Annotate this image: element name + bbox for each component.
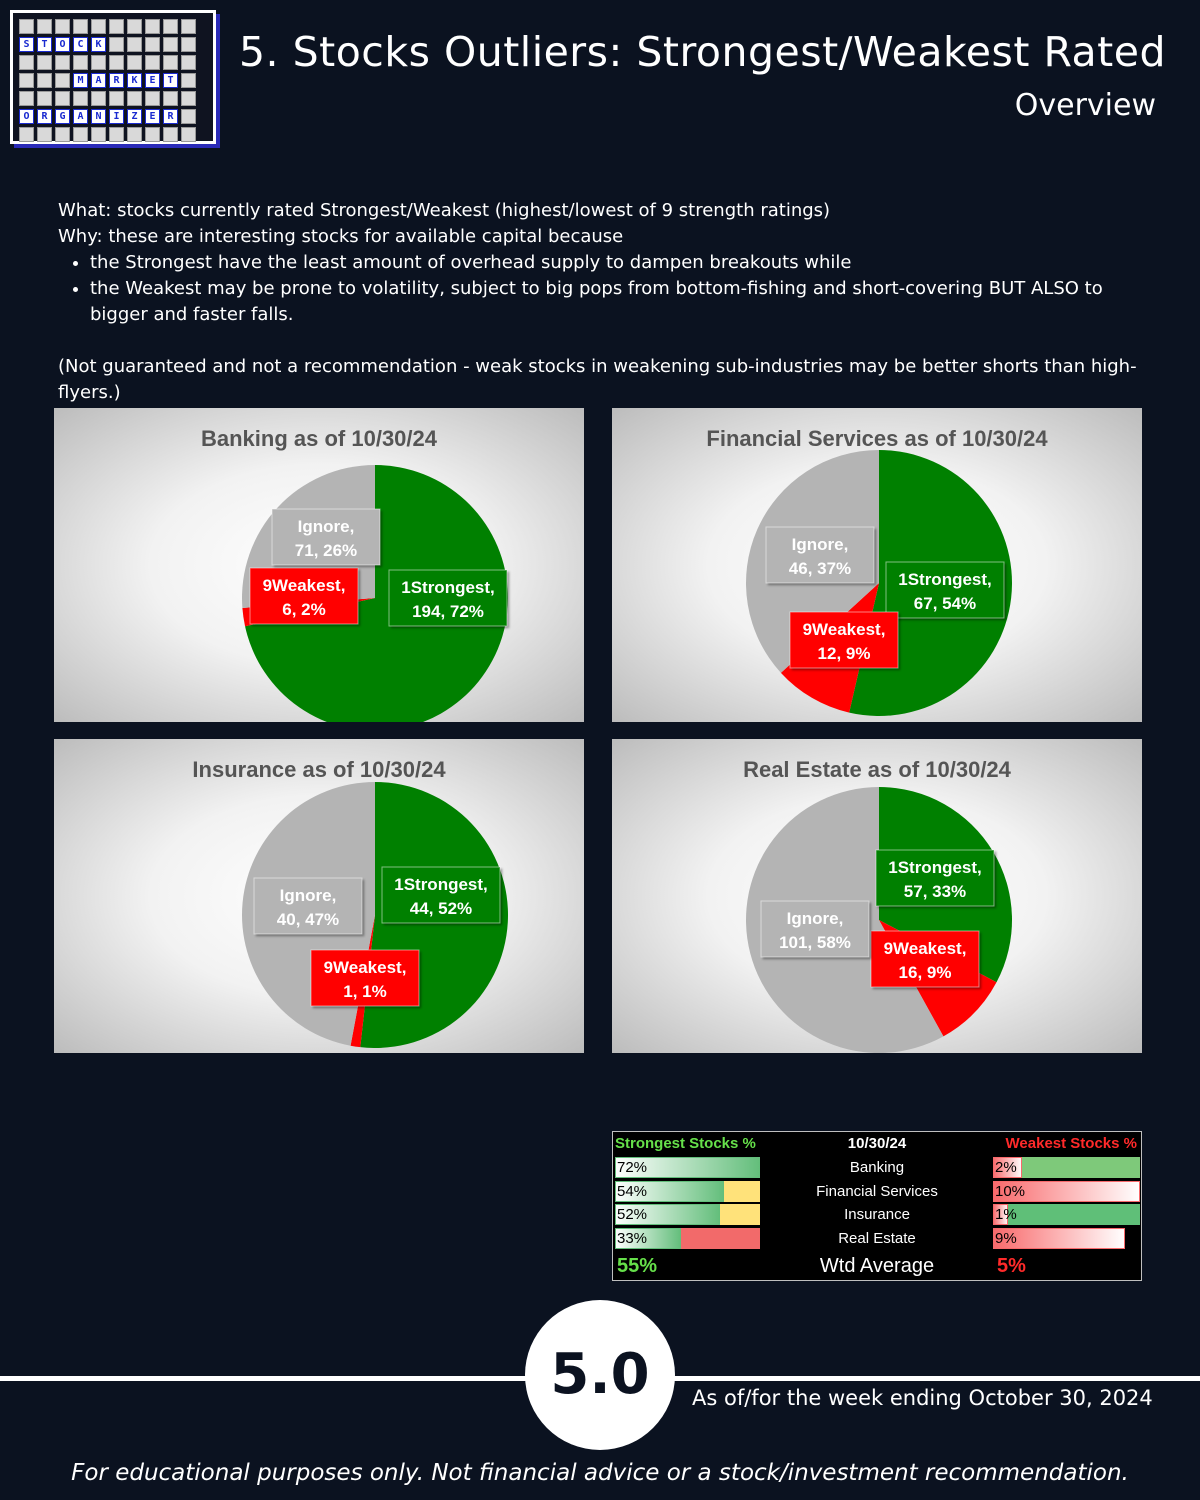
- pie-label-name: 1Strongest,: [888, 858, 982, 877]
- logo-cell: [37, 127, 52, 142]
- logo-row: [19, 19, 207, 34]
- logo-cell: [37, 73, 52, 88]
- logo-cell: [91, 55, 106, 70]
- pie-label-name: 1Strongest,: [394, 875, 488, 894]
- strongest-value: 72%: [617, 1159, 648, 1176]
- pie-label-name: 9Weakest,: [262, 576, 346, 595]
- logo-cell: [145, 37, 160, 52]
- intro-bullets: [58, 250, 1158, 328]
- logo-cell: [145, 127, 160, 142]
- logo-cell: [127, 91, 142, 106]
- pie-chart-real-estate-svg: [612, 739, 1142, 1053]
- weakest-value: 2%: [995, 1159, 1017, 1176]
- logo-cell: K: [91, 37, 106, 52]
- logo-cell: [181, 19, 196, 34]
- logo-cell: [181, 55, 196, 70]
- strongest-header: Strongest Stocks %: [615, 1135, 756, 1152]
- summary-row: [613, 1203, 1141, 1226]
- intro-bullet-strongest: • the Strongest have the least amount of overhead supply to dampen breakouts while: [90, 250, 1158, 276]
- pie-label-name: Ignore,: [786, 909, 844, 928]
- pie-label-value: 40, 47%: [276, 910, 340, 929]
- logo-cell: [181, 127, 196, 142]
- pie-label-1strongest: [382, 867, 500, 923]
- intro-bullet-weakest: • the Weakest may be prone to volatility, subject to big pops from bottom-fishing and short-covering BUT ALSO to bigger and faster falls.: [90, 276, 1158, 328]
- logo-cell: [37, 55, 52, 70]
- intro-note: (Not guaranteed and not a recommendation - weak stocks in weakening sub-industries may be better shorts than high-flyers.): [58, 356, 1137, 403]
- logo-cell: R: [109, 73, 124, 88]
- pie-label-value: 194, 72%: [412, 602, 484, 621]
- pie-label-value: 57, 33%: [903, 882, 967, 901]
- logo-cell: [73, 19, 88, 34]
- logo-cell: [181, 91, 196, 106]
- logo-cell: [37, 91, 52, 106]
- logo-cell: A: [91, 73, 106, 88]
- pie-title: Banking as of 10/30/24: [201, 426, 437, 451]
- pie-label-name: 9Weakest,: [883, 939, 967, 958]
- intro-why: Why: these are interesting stocks for available capital because: [58, 226, 624, 247]
- summary-row: [613, 1156, 1141, 1179]
- logo-cell: [181, 73, 196, 88]
- stock-market-organizer-logo: [10, 10, 216, 144]
- strongest-cell: [615, 1204, 760, 1225]
- weakest-cell: [993, 1228, 1140, 1249]
- pie-label-name: 9Weakest,: [802, 620, 886, 639]
- logo-cell: O: [55, 37, 70, 52]
- logo-cell: [19, 55, 34, 70]
- disclaimer-text: For educational purposes only. Not financial advice or a stock/investment recommendation.: [71, 1460, 1129, 1486]
- pie-label-value: 71, 26%: [294, 541, 358, 560]
- strongest-cell: [615, 1228, 760, 1249]
- logo-cell: R: [37, 109, 52, 124]
- pie-label-value: 16, 9%: [898, 963, 952, 982]
- pie-label-9weakest: [871, 931, 979, 987]
- logo-cell: [181, 109, 196, 124]
- pie-label-ignore: [761, 901, 869, 957]
- logo-cell: [127, 37, 142, 52]
- pie-label-name: Ignore,: [279, 886, 337, 905]
- pie-label-9weakest: [311, 950, 419, 1006]
- pie-label-1strongest: [876, 850, 994, 906]
- strongest-cell: [615, 1181, 760, 1202]
- logo-cell: [55, 55, 70, 70]
- weakest-cell: [993, 1157, 1140, 1178]
- logo-cell: [91, 127, 106, 142]
- pie-label-value: 46, 37%: [788, 559, 852, 578]
- logo-cell: [163, 91, 178, 106]
- week-ending-text: As of/for the week ending October 30, 2024: [692, 1386, 1153, 1410]
- logo-cell: T: [37, 37, 52, 52]
- summary-table: [612, 1131, 1142, 1281]
- pie-label-1strongest: [389, 570, 507, 626]
- pie-label-value: 6, 2%: [282, 600, 326, 619]
- logo-cell: [19, 91, 34, 106]
- pie-label-value: 44, 52%: [409, 899, 473, 918]
- logo-cell: I: [109, 109, 124, 124]
- logo-cell: T: [163, 73, 178, 88]
- logo-cell: [91, 19, 106, 34]
- logo-cell: O: [19, 109, 34, 124]
- logo-cell: [109, 37, 124, 52]
- pie-title: Insurance as of 10/30/24: [192, 757, 446, 782]
- logo-cell: [163, 19, 178, 34]
- sector-name: Real Estate: [838, 1229, 916, 1247]
- pie-label-value: 67, 54%: [913, 594, 977, 613]
- logo-letter-grid: [19, 19, 207, 135]
- avg-label: Wtd Average: [819, 1255, 935, 1277]
- logo-cell: R: [163, 109, 178, 124]
- logo-cell: [145, 19, 160, 34]
- summary-row: [613, 1180, 1141, 1203]
- page-subtitle: Overview: [1014, 88, 1156, 123]
- logo-cell: [127, 19, 142, 34]
- logo-cell: C: [73, 37, 88, 52]
- logo-cell: [55, 19, 70, 34]
- logo-cell: [109, 55, 124, 70]
- strongest-value: 54%: [617, 1182, 648, 1200]
- pie-chart-insurance: [54, 739, 584, 1053]
- logo-cell: M: [73, 73, 88, 88]
- pie-title: Real Estate as of 10/30/24: [743, 757, 1011, 782]
- logo-cell: [109, 91, 124, 106]
- logo-row: [19, 37, 207, 52]
- logo-cell: E: [145, 109, 160, 124]
- logo-cell: [163, 37, 178, 52]
- logo-cell: A: [73, 109, 88, 124]
- logo-cell: K: [127, 73, 142, 88]
- pie-chart-financial-services-svg: [612, 408, 1142, 722]
- pie-label-name: Ignore,: [791, 535, 849, 554]
- logo-cell: [145, 91, 160, 106]
- weakest-cell: [993, 1181, 1140, 1202]
- logo-cell: [55, 73, 70, 88]
- logo-row: [19, 55, 207, 70]
- weakest-value: 10%: [995, 1182, 1026, 1200]
- strongest-value: 52%: [617, 1206, 648, 1223]
- pie-label-1strongest: [886, 562, 1004, 618]
- logo-cell: N: [91, 109, 106, 124]
- summary-date-header: 10/30/24: [847, 1135, 907, 1152]
- logo-cell: [73, 91, 88, 106]
- pie-title: Financial Services as of 10/30/24: [706, 426, 1048, 451]
- weakest-cell: [993, 1204, 1140, 1225]
- logo-cell: [19, 73, 34, 88]
- logo-cell: G: [55, 109, 70, 124]
- logo-row: [19, 127, 207, 142]
- logo-cell: [91, 91, 106, 106]
- logo-cell: [19, 19, 34, 34]
- strongest-value: 33%: [617, 1229, 648, 1247]
- avg-weakest: 5%: [997, 1255, 1026, 1277]
- page-title: 5. Stocks Outliers: Strongest/Weakest Rated: [238, 28, 1166, 76]
- pie-chart-financial-services: [612, 408, 1142, 722]
- pie-label-name: Ignore,: [297, 517, 355, 536]
- logo-cell: [127, 127, 142, 142]
- weakest-header: Weakest Stocks %: [1005, 1135, 1137, 1152]
- logo-cell: [181, 37, 196, 52]
- section-score-badge: 5.0: [525, 1300, 675, 1450]
- strongest-cell: [615, 1157, 760, 1178]
- logo-cell: [109, 127, 124, 142]
- logo-cell: S: [19, 37, 34, 52]
- sector-name: Banking: [849, 1159, 905, 1176]
- weakest-value: 1%: [995, 1206, 1017, 1223]
- logo-cell: [73, 55, 88, 70]
- logo-cell: Z: [127, 109, 142, 124]
- pie-label-name: 1Strongest,: [401, 578, 495, 597]
- summary-row: [613, 1227, 1141, 1250]
- logo-cell: [109, 19, 124, 34]
- intro-what: What: stocks currently rated Strongest/Weakest (highest/lowest of 9 strength ratings): [58, 200, 831, 221]
- pie-label-ignore: [254, 878, 362, 934]
- sector-name: Financial Services: [816, 1182, 938, 1200]
- avg-strongest: 55%: [617, 1255, 658, 1277]
- logo-row: [19, 109, 207, 124]
- pie-label-9weakest: [790, 612, 898, 668]
- logo-cell: [163, 127, 178, 142]
- logo-cell: [55, 91, 70, 106]
- weakest-value: 9%: [995, 1229, 1017, 1247]
- logo-cell: [37, 19, 52, 34]
- sector-name: Insurance: [844, 1206, 910, 1223]
- logo-cell: E: [145, 73, 160, 88]
- pie-chart-real-estate: [612, 739, 1142, 1053]
- logo-row: [19, 73, 207, 88]
- pie-label-value: 1, 1%: [343, 982, 387, 1001]
- pie-label-name: 1Strongest,: [898, 570, 992, 589]
- pie-label-name: 9Weakest,: [323, 958, 407, 977]
- pie-label-ignore: [766, 527, 874, 583]
- pie-label-value: 101, 58%: [779, 933, 851, 952]
- intro-text: [58, 198, 1158, 406]
- logo-cell: [163, 55, 178, 70]
- logo-cell: [145, 55, 160, 70]
- logo-cell: [127, 55, 142, 70]
- pie-chart-banking-svg: [54, 408, 584, 722]
- pie-label-9weakest: [250, 568, 358, 624]
- pie-label-value: 12, 9%: [817, 644, 871, 663]
- pie-label-ignore: [272, 509, 380, 565]
- logo-cell: [55, 127, 70, 142]
- pie-chart-insurance-svg: [54, 739, 584, 1053]
- logo-cell: [73, 127, 88, 142]
- logo-row: [19, 91, 207, 106]
- logo-cell: [19, 127, 34, 142]
- pie-chart-banking: [54, 408, 584, 722]
